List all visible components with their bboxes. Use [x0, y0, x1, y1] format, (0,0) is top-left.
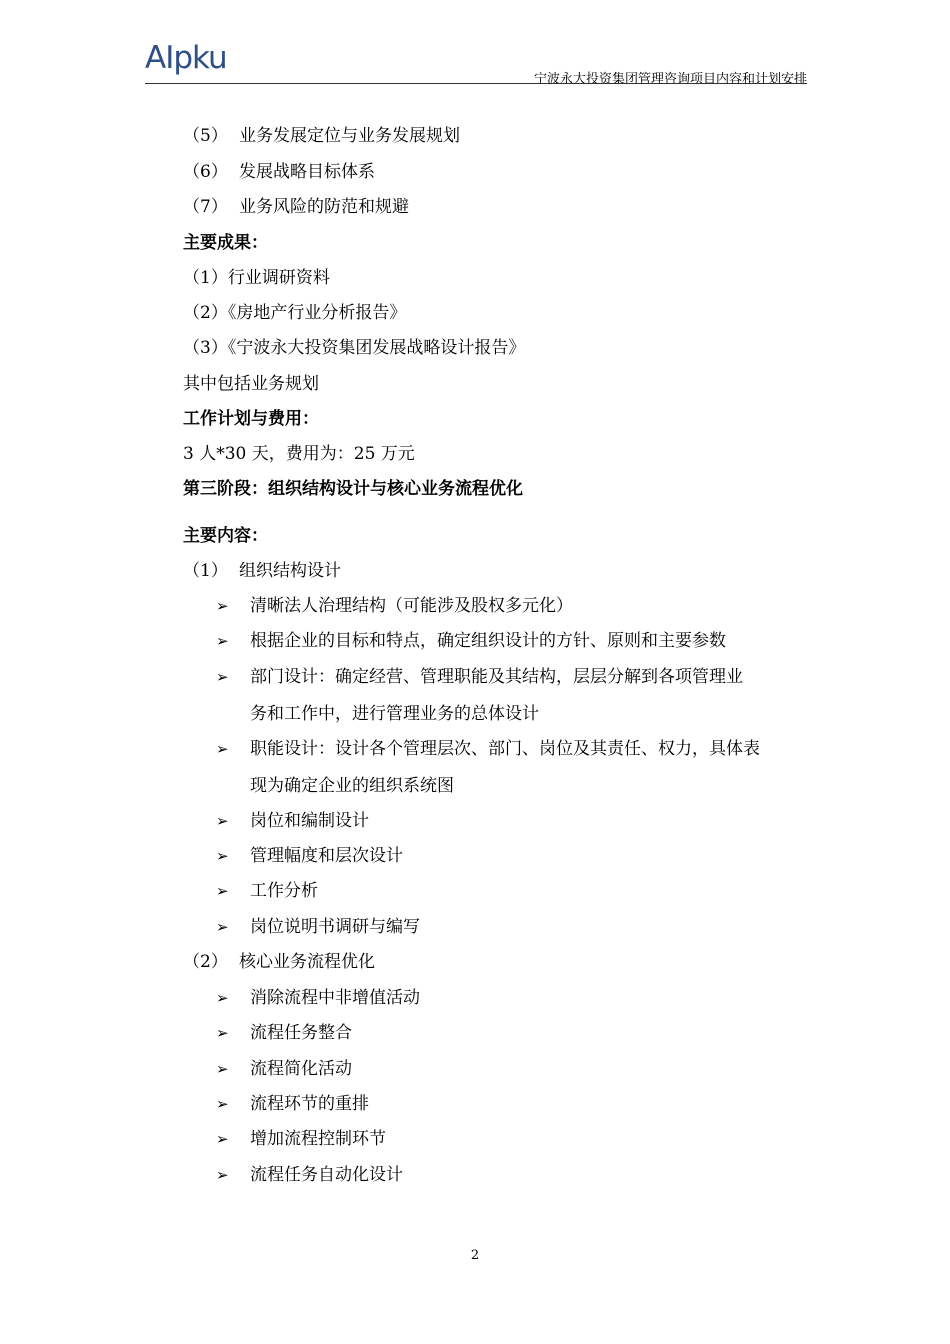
content-heading: 主要内容：	[183, 526, 268, 546]
header-title: 宁波永大投资集团管理咨询项目内容和计划安排	[533, 72, 807, 87]
list-item: （5） 业务发展定位与业务发展规划	[183, 126, 460, 146]
arrow-bullet-icon: ➢	[216, 812, 229, 830]
list-item: （7） 业务风险的防范和规避	[183, 197, 409, 217]
bullet-item: 根据企业的目标和特点，确定组织设计的方针、原则和主要参数	[250, 631, 726, 651]
results-note: 其中包括业务规划	[183, 374, 319, 394]
bullet-item: 工作分析	[250, 881, 318, 901]
arrow-bullet-icon: ➢	[216, 1130, 229, 1148]
bullet-item: 部门设计：确定经营、管理职能及其结构，层层分解到各项管理业	[250, 667, 743, 687]
arrow-bullet-icon: ➢	[216, 1060, 229, 1078]
bullet-item: 增加流程控制环节	[250, 1129, 386, 1149]
arrow-bullet-icon: ➢	[216, 740, 229, 758]
bullet-item: 流程任务整合	[250, 1023, 352, 1043]
arrow-bullet-icon: ➢	[216, 668, 229, 686]
result-item: （2）《房地产行业分析报告》	[183, 303, 407, 323]
page-number: 2	[470, 1248, 480, 1263]
arrow-bullet-icon: ➢	[216, 1095, 229, 1113]
bullet-item: 清晰法人治理结构（可能涉及股权多元化）	[250, 596, 573, 616]
arrow-bullet-icon: ➢	[216, 989, 229, 1007]
arrow-bullet-icon: ➢	[216, 597, 229, 615]
list-item: （6） 发展战略目标体系	[183, 162, 375, 182]
arrow-bullet-icon: ➢	[216, 632, 229, 650]
result-item: （1）行业调研资料	[183, 268, 330, 288]
arrow-bullet-icon: ➢	[216, 918, 229, 936]
plan-text: 3 人*30 天，费用为：25 万元	[183, 444, 415, 464]
company-logo	[145, 40, 227, 76]
section-title: （1） 组织结构设计	[183, 561, 341, 581]
bullet-item: 岗位和编制设计	[250, 811, 369, 831]
arrow-bullet-icon: ➢	[216, 882, 229, 900]
stage-heading: 第三阶段：组织结构设计与核心业务流程优化	[183, 479, 523, 499]
arrow-bullet-icon: ➢	[216, 1166, 229, 1184]
bullet-item: 消除流程中非增值活动	[250, 988, 420, 1008]
bullet-item: 岗位说明书调研与编写	[250, 917, 420, 937]
header-divider	[145, 83, 807, 84]
bullet-item: 流程简化活动	[250, 1059, 352, 1079]
results-heading: 主要成果：	[183, 233, 268, 253]
section-title: （2） 核心业务流程优化	[183, 952, 375, 972]
arrow-bullet-icon: ➢	[216, 847, 229, 865]
logo-text: AIpku	[145, 40, 227, 76]
bullet-item: 流程任务自动化设计	[250, 1165, 403, 1185]
bullet-item: 管理幅度和层次设计	[250, 846, 403, 866]
plan-heading: 工作计划与费用：	[183, 409, 319, 429]
bullet-item-continuation: 现为确定企业的组织系统图	[250, 776, 454, 796]
bullet-item-continuation: 务和工作中，进行管理业务的总体设计	[250, 704, 539, 724]
bullet-item: 职能设计：设计各个管理层次、部门、岗位及其责任、权力，具体表	[250, 739, 760, 759]
arrow-bullet-icon: ➢	[216, 1024, 229, 1042]
result-item: （3）《宁波永大投资集团发展战略设计报告》	[183, 338, 526, 358]
bullet-item: 流程环节的重排	[250, 1094, 369, 1114]
